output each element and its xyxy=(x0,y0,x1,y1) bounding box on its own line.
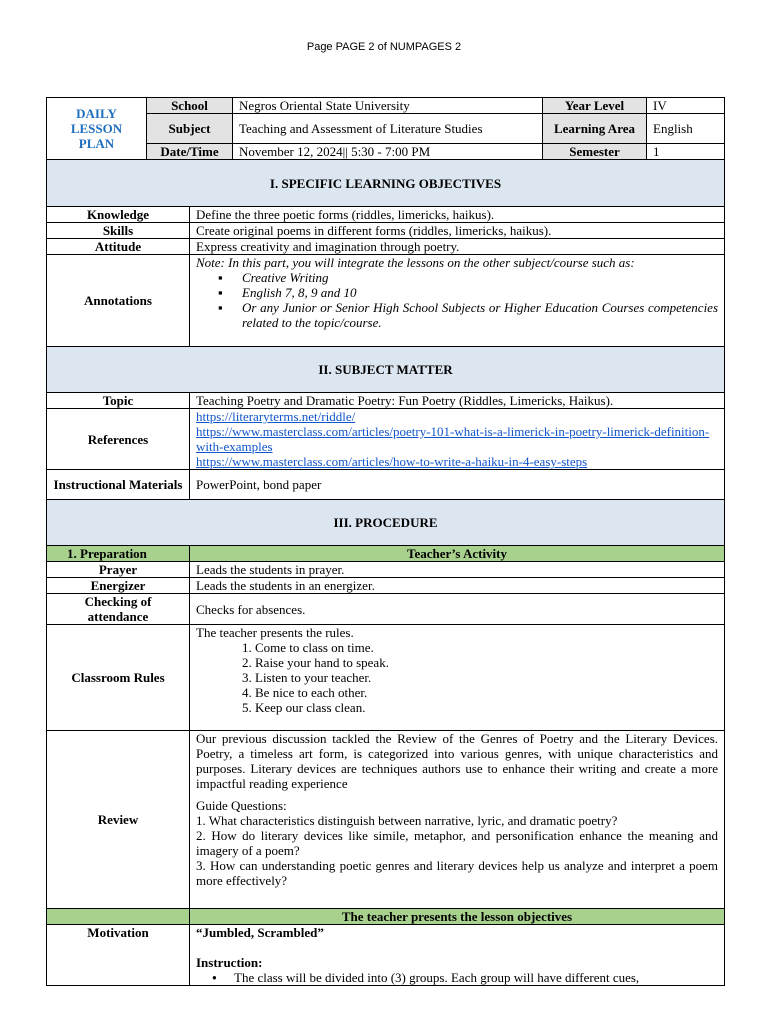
prayer-value: Leads the students in prayer. xyxy=(190,562,725,578)
lesson-plan-header-table xyxy=(46,97,725,160)
motivation-title: “Jumbled, Scrambled” xyxy=(196,925,324,940)
annotations-label: Annotations xyxy=(47,255,190,347)
materials-value: PowerPoint, bond paper xyxy=(190,470,725,500)
lesson-plan-body-table xyxy=(46,159,725,986)
list-item: 4. Be nice to each other. xyxy=(242,685,368,700)
annotations-list xyxy=(218,270,718,330)
datetime-value: November 12, 2024|| 5:30 - 7:00 PM xyxy=(233,144,543,160)
lesson-objectives-banner: The teacher presents the lesson objectives xyxy=(190,909,725,925)
reference-link-haiku[interactable]: https://www.masterclass.com/articles/how-to-write-a-haiku-in-4-easy-steps xyxy=(196,454,588,469)
teacher-activity-label: Teacher’s Activity xyxy=(190,546,725,562)
learning-area-value: English xyxy=(647,114,725,144)
skills-value: Create original poems in different forms (riddles, limericks, haikus). xyxy=(190,223,725,239)
rules-list xyxy=(242,640,718,715)
section-title-procedure: III. PROCEDURE xyxy=(47,500,725,546)
preparation-label: 1. Preparation xyxy=(47,546,190,562)
energizer-value: Leads the students in an energizer. xyxy=(190,578,725,594)
instruction-list xyxy=(210,970,718,985)
subject-value: Teaching and Assessment of Literature Studies xyxy=(233,114,543,144)
prayer-label: Prayer xyxy=(47,562,190,578)
semester-label: Semester xyxy=(543,144,647,160)
subject-label: Subject xyxy=(147,114,233,144)
rules-intro: The teacher presents the rules. xyxy=(196,625,354,640)
guide-question: 1. What characteristics distinguish between narrative, lyric, and dramatic poetry? xyxy=(196,813,618,828)
attendance-label: Checking of attendance xyxy=(47,594,190,625)
annotations-cell xyxy=(190,255,725,347)
list-item: 5. Keep our class clean. xyxy=(242,700,366,715)
review-paragraph: Our previous discussion tackled the Review of the Genres of Poetry and the Literary Devices. Poetry, a timeless art form, is categorized into various genres, with unique characteristics and purposes. Literary devices are techniques authors use to enhance their writing and create a more impactful reading experience xyxy=(196,731,719,791)
review-label: Review xyxy=(47,731,190,909)
motivation-label: Motivation xyxy=(47,925,190,986)
attendance-value: Checks for absences. xyxy=(190,594,725,625)
references-label: References xyxy=(47,409,190,470)
materials-label: Instructional Materials xyxy=(47,470,190,500)
page-header: Page PAGE 2 of NUMPAGES 2 xyxy=(306,41,462,53)
review-cell xyxy=(190,731,725,909)
skills-label: Skills xyxy=(47,223,190,239)
list-item: ▪ English 7, 8, 9 and 10 xyxy=(218,285,718,300)
learning-area-label: Learning Area xyxy=(543,114,647,144)
knowledge-label: Knowledge xyxy=(47,207,190,223)
motivation-cell xyxy=(190,925,725,986)
attitude-value: Express creativity and imagination through poetry. xyxy=(190,239,725,255)
list-item: 2. Raise your hand to speak. xyxy=(242,655,389,670)
list-item: ▪ Creative Writing xyxy=(218,270,718,285)
school-value: Negros Oriental State University xyxy=(233,98,543,114)
classroom-rules-label: Classroom Rules xyxy=(47,625,190,731)
list-item: ● The class will be divided into (3) groups. Each group will have different cues, xyxy=(210,970,718,985)
annotations-note: Note: In this part, you will integrate the lessons on the other subject/course such as: xyxy=(196,255,635,270)
list-item: ▪ Or any Junior or Senior High School Subjects or Higher Education Courses competencies related to the topic/course. xyxy=(218,300,718,330)
energizer-label: Energizer xyxy=(47,578,190,594)
objectives-banner-spacer xyxy=(47,909,190,925)
daily-lesson-plan-title: DAILY LESSON PLAN xyxy=(47,98,147,160)
instruction-label: Instruction: xyxy=(196,955,263,970)
list-item: 3. Listen to your teacher. xyxy=(242,670,372,685)
topic-label: Topic xyxy=(47,393,190,409)
topic-value: Teaching Poetry and Dramatic Poetry: Fun Poetry (Riddles, Limericks, Haikus). xyxy=(190,393,725,409)
datetime-label: Date/Time xyxy=(147,144,233,160)
reference-link-limerick[interactable]: https://www.masterclass.com/articles/poetry-101-what-is-a-limerick-in-poetry-limerick-definition-with-examples xyxy=(196,424,710,454)
list-item: 1. Come to class on time. xyxy=(242,640,374,655)
references-cell xyxy=(190,409,725,470)
guide-questions-title: Guide Questions: xyxy=(196,798,287,813)
guide-question: 2. How do literary devices like simile, metaphor, and personification enhance the meaning and imagery of a poem? xyxy=(196,828,719,858)
semester-value: 1 xyxy=(647,144,725,160)
reference-link-riddle[interactable]: https://literaryterms.net/riddle/ xyxy=(196,409,356,424)
section-title-subject-matter: II. SUBJECT MATTER xyxy=(47,347,725,393)
year-level-label: Year Level xyxy=(543,98,647,114)
classroom-rules-cell xyxy=(190,625,725,731)
guide-question: 3. How can understanding poetic genres and literary devices help us analyze and interpret a poem more effectively? xyxy=(196,858,719,888)
knowledge-value: Define the three poetic forms (riddles, limericks, haikus). xyxy=(190,207,725,223)
attitude-label: Attitude xyxy=(47,239,190,255)
year-level-value: IV xyxy=(647,98,725,114)
section-title-objectives: I. SPECIFIC LEARNING OBJECTIVES xyxy=(47,160,725,207)
school-label: School xyxy=(147,98,233,114)
